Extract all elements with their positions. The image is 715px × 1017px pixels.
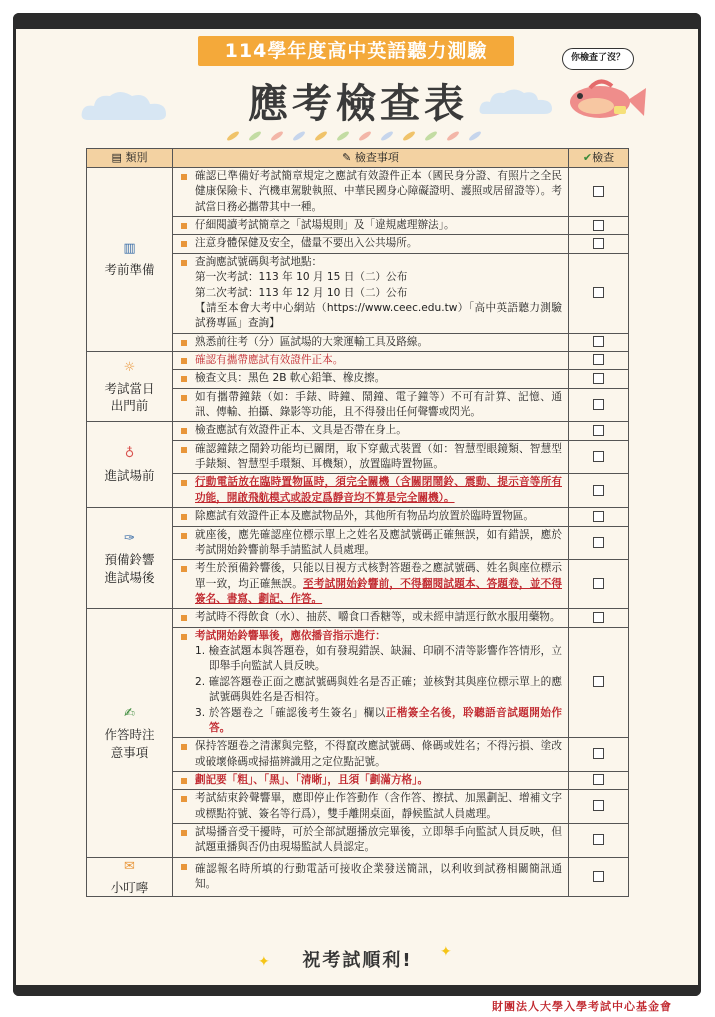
checklist-item: 檢查應試有效證件正本、文具是否帶在身上。 <box>173 422 569 440</box>
checkbox[interactable] <box>593 485 604 496</box>
exam-subtitle-banner: 114學年度高中英語聽力測驗 <box>198 36 514 66</box>
checklist-item: 保持答題卷之清潔與完整，不得竄改應試號碼、條碼或姓名；不得污損、塗改或破壞條碼或掃描辨識用之定位點記號。 <box>173 738 569 772</box>
bottom-border-bar <box>13 985 701 996</box>
clipboard-icon: ▤ <box>111 151 122 165</box>
checklist-item: 檢查文具：黑色 2B 軟心鉛筆、橡皮擦。 <box>173 370 569 388</box>
checkbox[interactable] <box>593 676 604 687</box>
checkbox[interactable] <box>593 336 604 347</box>
check-cell <box>569 771 629 789</box>
checkbox[interactable] <box>593 399 604 410</box>
check-cell <box>569 217 629 235</box>
check-cell <box>569 526 629 560</box>
website-note: 【請至本會大考中心網站（https://www.ceec.edu.tw）「高中英語聽力測驗試務專區」查詢】 <box>195 301 562 330</box>
checkbox[interactable] <box>593 373 604 384</box>
table-row <box>87 351 629 369</box>
check-cell <box>569 253 629 333</box>
table-row <box>87 857 629 897</box>
top-border-bar <box>13 13 701 29</box>
checklist-item: 考試時不得飲食（水）、抽菸、嚼食口香糖等，或未經申請逕行飲水服用藥物。 <box>173 609 569 627</box>
check-cell <box>569 508 629 526</box>
check-cell <box>569 388 629 422</box>
checklist-item: 考生於預備鈴響後，只能以目視方式核對答題卷之應試號碼、姓名與座位標示單一致，均正確無誤。至考試開始鈴響前，不得翻閱試題本、答題卷，並不得簽名、書寫、劃記、作答。 <box>173 560 569 609</box>
checklist-item: 劃記要「粗」、「黑」、「清晰」，且須「劃滿方格」。 <box>173 771 569 789</box>
checklist-item: 考試開始鈴響畢後，應依播音指示進行： 1. 檢查試題本與答題卷，如有發現錯誤、缺漏、印刷不清等影響作答情形，立即舉手向監試人員反映。 2. 確認答題卷正面之應試號碼與姓名是否正確；並核對其與座位標示單上的應試號碼與姓名是否相符。 3. 於答題卷之「確認後考生簽名」欄以正楷簽全名後，聆聽語音試題開始作答。 <box>173 627 569 738</box>
check-cell <box>569 627 629 738</box>
check-cell <box>569 351 629 369</box>
checklist-item: 就座後，應先確認座位標示單上之姓名及應試號碼正確無誤，如有錯誤，應於考試開始鈴響前舉手請監試人員處理。 <box>173 526 569 560</box>
table-row <box>87 422 629 440</box>
checklist-item: 考試結束鈴聲響畢，應即停止作答動作（含作答、擦拭、加黑劃記、增補文字或標點符號、簽名等行爲），雙手離開桌面，靜候監試人員處理。 <box>173 790 569 824</box>
sparkle-icon: ✦ <box>258 954 270 970</box>
checkbox[interactable] <box>593 425 604 436</box>
checkbox[interactable] <box>593 238 604 249</box>
checkbox[interactable] <box>593 354 604 365</box>
check-cell <box>569 857 629 897</box>
check-cell <box>569 790 629 824</box>
checkbox[interactable] <box>593 186 604 197</box>
checkbox[interactable] <box>593 871 604 882</box>
checklist-item: 確認已準備好考試簡章規定之應試有效證件正本（國民身分證、有照片之全民健康保險卡、汽機車駕駛執照、中華民國身心障礙證明、護照或居留證等）。考試當日務必攜帶其中一種。 <box>173 168 569 217</box>
check-cell <box>569 422 629 440</box>
checkbox[interactable] <box>593 578 604 589</box>
speech-bubble: 你檢查了沒？ <box>562 48 634 70</box>
step-item: 2. 確認答題卷正面之應試號碼與姓名是否正確；並核對其與座位標示單上的應試號碼與姓名是否相符。 <box>195 675 562 704</box>
checklist-item: 行動電話放在臨時置物區時，須完全關機（含關閉鬧鈴、震動、提示音等所有功能，開啟飛航模式或設定爲靜音均不算是完全關機）。 <box>173 474 569 508</box>
table-row <box>87 609 629 627</box>
sun-icon: ☼ <box>123 359 136 375</box>
checkbox[interactable] <box>593 834 604 845</box>
table-header-row <box>87 149 629 168</box>
checklist-item: 試場播音受干擾時，可於全部試題播放完畢後，立即舉手向監試人員反映，但試題重播與否仍由現場監試人員認定。 <box>173 824 569 858</box>
table-row <box>87 168 629 217</box>
check-cell <box>569 370 629 388</box>
checkmark-icon: ✔ <box>582 151 593 165</box>
checklist-item: 仔細閱讀考試簡章之「試場規則」及「違規處理辦法」。 <box>173 217 569 235</box>
checkbox[interactable] <box>593 287 604 298</box>
check-cell <box>569 168 629 217</box>
leaf-decoration-row <box>225 128 495 142</box>
checkbox[interactable] <box>593 612 604 623</box>
pencil-note-icon: ✍ <box>124 705 135 721</box>
check-column-header: ✔檢查 <box>569 149 629 168</box>
checklist-item: 確認報名時所填的行動電話可接收企業發送簡訊，以利收到試務相關簡訊通知。 <box>173 857 569 897</box>
step-item: 1. 檢查試題本與答題卷，如有發現錯誤、缺漏、印刷不清等影響作答情形，立即舉手向監試人員反映。 <box>195 645 562 673</box>
check-cell <box>569 235 629 253</box>
checkbox[interactable] <box>593 800 604 811</box>
check-cell <box>569 474 629 508</box>
category-cell: ▥ 考前準備 <box>87 168 173 352</box>
date-line: 第二次考試：113 年 12 月 10 日（二）公布 <box>195 286 408 299</box>
page-title: 應考檢查表 <box>248 81 468 127</box>
lightbulb-icon: ♁ <box>124 446 135 462</box>
envelope-icon: ✉ <box>124 858 135 874</box>
category-cell: ✉ 小叮嚀 <box>87 857 173 897</box>
check-cell <box>569 440 629 474</box>
checklist-item: 確認鐘錶之鬧鈴功能均已關閉，取下穿戴式裝置（如：智慧型眼鏡類、智慧型手錶類、智慧型手環類、耳機類），放置臨時置物區。 <box>173 440 569 474</box>
date-line: 第一次考試：113 年 10 月 15 日（二）公布 <box>195 271 408 284</box>
checkbox[interactable] <box>593 537 604 548</box>
book-icon: ▥ <box>123 241 136 257</box>
checklist-item: 如有攜帶鐘錶（如：手錶、時鐘、鬧鐘、電子鐘等）不可有計算、記憶、通訊、傳輸、拍攝、錄影等功能，且不得發出任何聲響或閃光。 <box>173 388 569 422</box>
cloud-left-decoration <box>80 88 170 122</box>
checkbox[interactable] <box>593 451 604 462</box>
good-luck-message: 祝考試順利! <box>302 950 413 971</box>
checklist-item: 查詢應試號碼與考試地點： 第一次考試：113 年 10 月 15 日（二）公布 第二次考試：113 年 12 月 10 日（二）公布 【請至本會大考中心網站（https://www.ceec.edu.tw）「高中英語聽力測驗試務專區」查詢】 <box>173 253 569 333</box>
checkbox[interactable] <box>593 774 604 785</box>
category-cell: ✍ 作答時注意事項 <box>87 609 173 857</box>
checklist-item: 熟悉前往考（分）區試場的大衆運輸工具及路線。 <box>173 333 569 351</box>
checklist-item: 確認有攜帶應試有效證件正本。 <box>173 351 569 369</box>
check-cell <box>569 560 629 609</box>
category-cell: ☼ 考試當日出門前 <box>87 351 173 421</box>
items-column-header: ✎ 檢查事項 <box>173 149 569 168</box>
organization-logo-text: 財團法人大學入學考試中心基金會 <box>492 1000 672 1013</box>
check-cell <box>569 824 629 858</box>
checklist-item: 除應試有效證件正本及應試物品外，其他所有物品均放置於臨時置物區。 <box>173 508 569 526</box>
checklist-item: 注意身體保健及安全，儘量不要出入公共場所。 <box>173 235 569 253</box>
warning-text: 至考試開始鈴響前，不得翻閱試題本、答題卷，並不得簽名、書寫、劃記、作答。 <box>195 577 563 605</box>
fish-mascot-illustration <box>560 72 650 132</box>
category-cell: ♁ 進試場前 <box>87 422 173 508</box>
category-cell: ✑ 預備鈴響進試場後 <box>87 508 173 609</box>
pencil-icon: ✎ <box>342 151 352 165</box>
pin-icon: ✑ <box>124 531 135 547</box>
check-cell <box>569 738 629 772</box>
table-row <box>87 508 629 526</box>
checklist-table <box>86 148 629 897</box>
check-cell <box>569 333 629 351</box>
step-item: 3. 於答題卷之「確認後考生簽名」欄以正楷簽全名後，聆聽語音試題開始作答。 <box>195 706 562 734</box>
checkbox[interactable] <box>593 220 604 231</box>
category-column-header: ▤ 類別 <box>87 149 173 168</box>
sparkle-icon: ✦ <box>440 944 452 960</box>
check-cell <box>569 609 629 627</box>
checkbox[interactable] <box>593 511 604 522</box>
checkbox[interactable] <box>593 748 604 759</box>
